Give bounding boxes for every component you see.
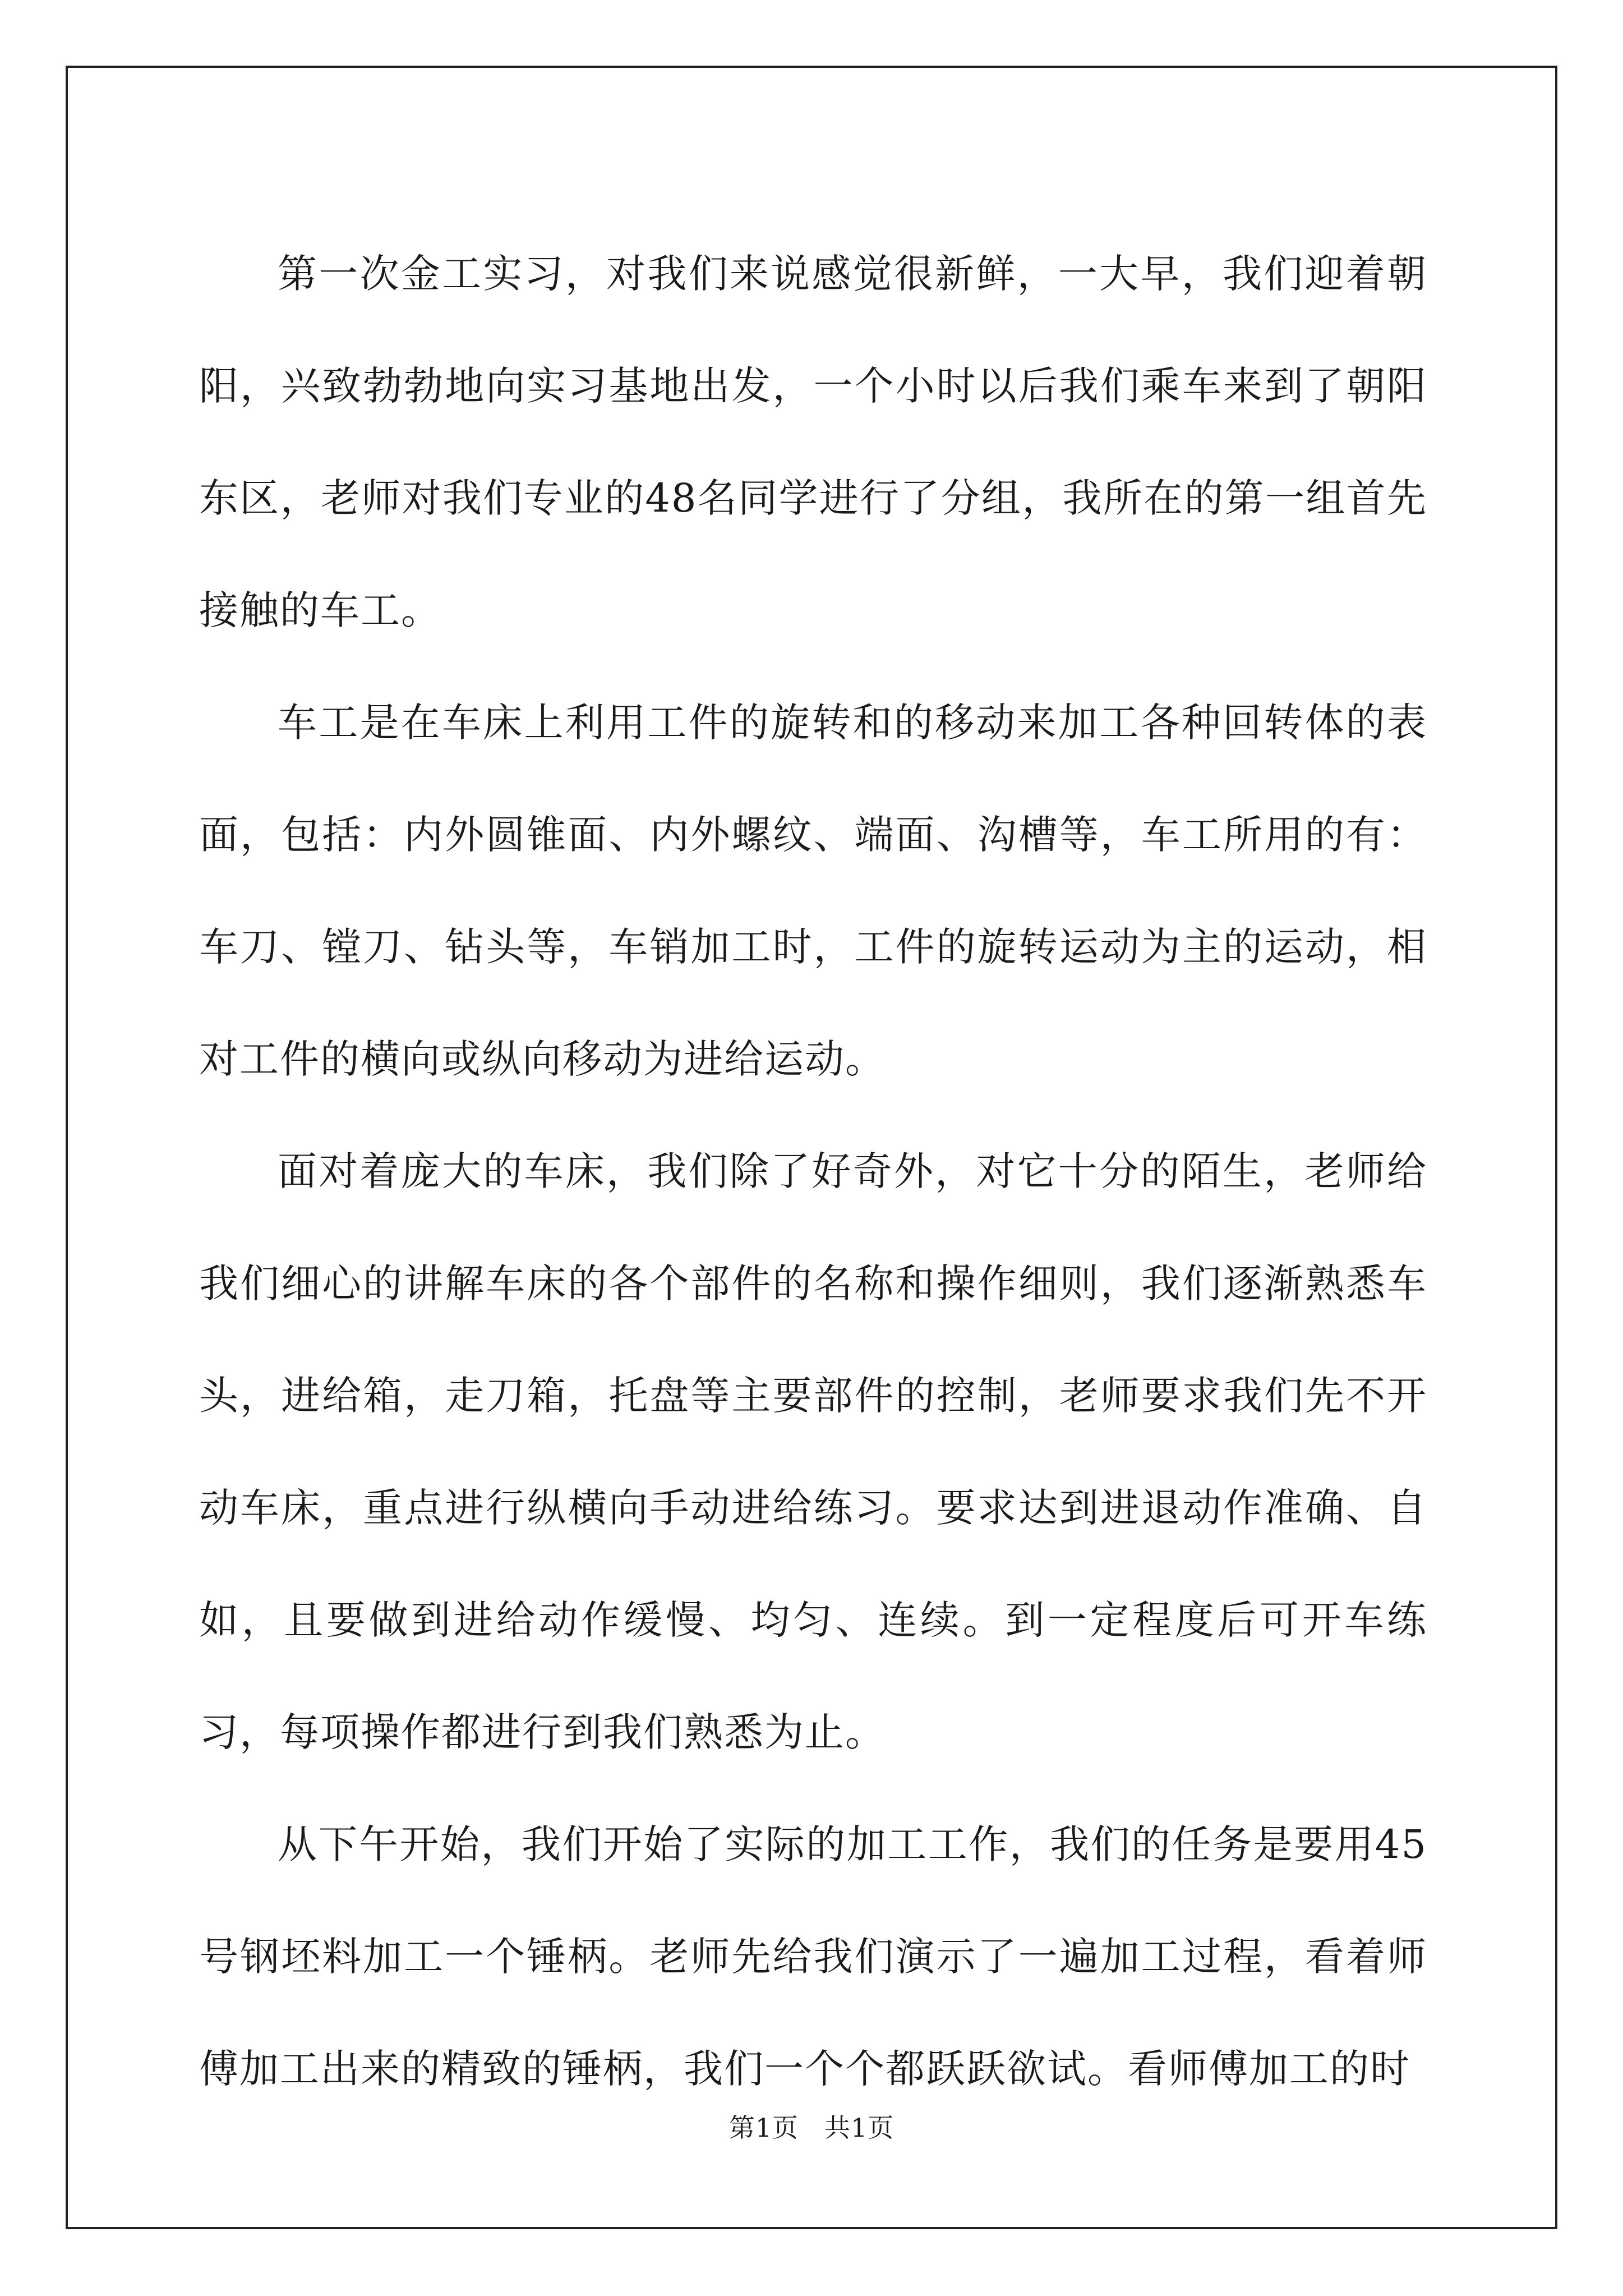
paragraph-3: 面对着庞大的车床，我们除了好奇外，对它十分的陌生，老师给我们细心的讲解车床的各个部件的名称和操作细则，我们逐渐熟悉车头，进给箱，走刀箱，托盘等主要部件的控制，老师要求我们先不开动车床，重点进行纵横向手动进给练习。要求达到进退动作准确、自如，且要做到进给动作缓慢、均匀、连续。到一定程度后可开车练习，每项操作都进行到我们熟悉为止。 — [199, 1148, 1427, 1755]
document-body — [199, 218, 1427, 2125]
paragraph-4: 从下午开始，我们开始了实际的加工工作，我们的任务是要用45号钢坯料加工一个锤柄。老师先给我们演示了一遍加工过程，看着师傅加工出来的精致的锤柄，我们一个个都跃跃欲试。看师傅加工的时 — [199, 1821, 1427, 2092]
paragraph-2: 车工是在车床上利用工件的旋转和的移动来加工各种回转体的表面，包括：内外圆锥面、内外螺纹、端面、沟槽等，车工所用的有：车刀、镗刀、钻头等，车销加工时，工件的旋转运动为主的运动，相对工件的横向或纵向移动为进给运动。 — [199, 700, 1427, 1082]
page-number-current: 第1页 — [728, 2113, 799, 2143]
page-footer — [0, 2111, 1623, 2145]
page-number-total: 共1页 — [824, 2113, 895, 2143]
paragraph-1: 第一次金工实习，对我们来说感觉很新鲜，一大早，我们迎着朝阳，兴致勃勃地向实习基地出发，一个小时以后我们乘车来到了朝阳东区，老师对我们专业的48名同学进行了分组，我所在的第一组首先接触的车工。 — [199, 251, 1427, 633]
